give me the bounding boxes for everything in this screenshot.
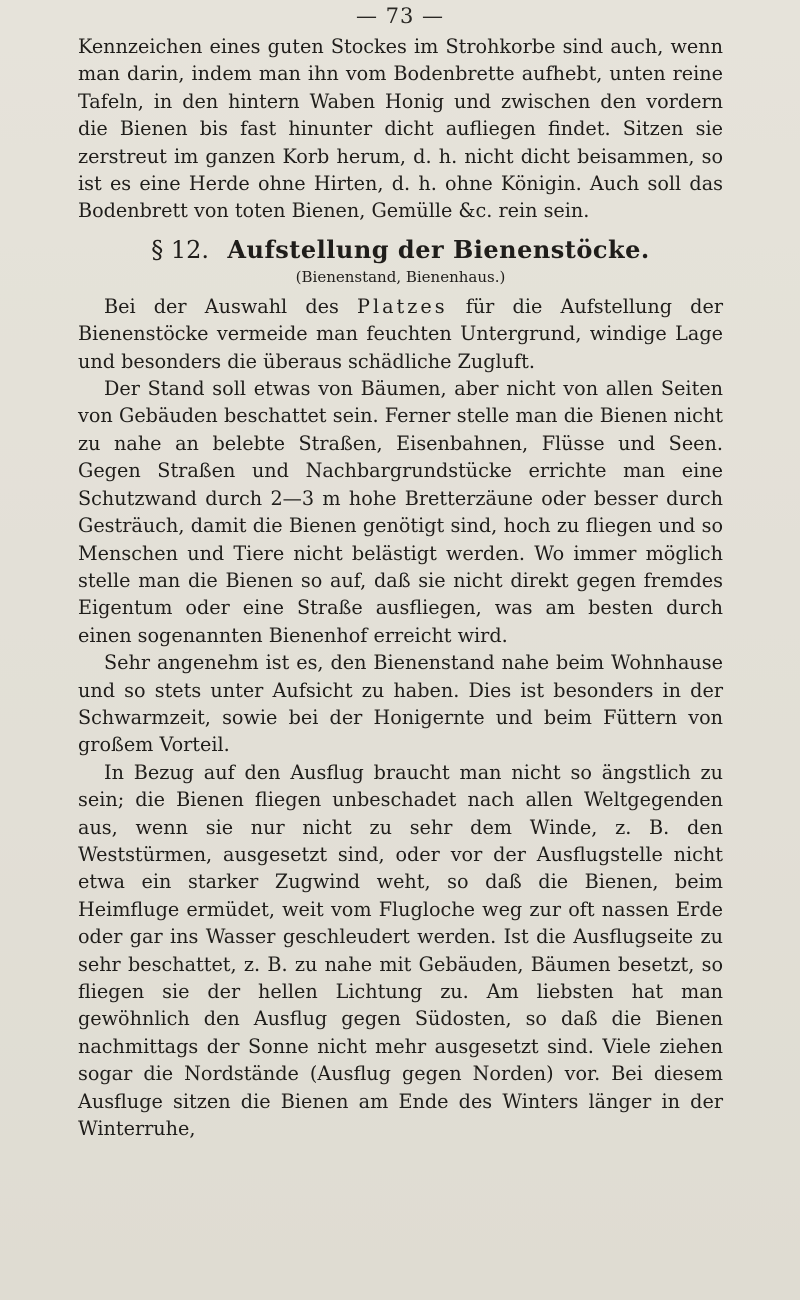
- page-number: — 73 —: [355, 4, 445, 28]
- section-subtitle: (Bienenstand, Bienenhaus.): [295, 267, 506, 286]
- paragraph-near-house: Sehr angenehm ist es, den Bienenstand nahe beim Wohnhause und so stets unter Aufsicht zu haben. Dies ist besonders in der Schwarmzeit, sowie bei der Honigernte und beim Füttern von großem Vorteil.: [78, 651, 723, 757]
- emphasis-platzes: Platzes: [357, 294, 448, 318]
- section-title: Aufstellung der Bienenstöcke.: [227, 234, 650, 264]
- section-number: § 12.: [151, 235, 210, 264]
- section-heading: [78, 235, 723, 265]
- intro-paragraph: Kennzeichen eines guten Stockes im Strohkorbe sind auch, wenn man darin, indem man ihn vom Bodenbrette aufhebt, unten reine Tafeln, in den hintern Waben Honig und zwischen den vordern die Bienen bis fast hinunter dicht aufliegen findet. Sitzen sie zerstreut im ganzen Korb herum, d. h. nicht dicht beisammen, so ist es eine Herde ohne Hirten, d. h. ohne Königin. Auch soll das Bodenbrett von toten Bienen, Gemülle &c. rein sein.: [78, 35, 723, 223]
- paragraph-location-end: für die Aufstellung der Bienenstöcke vermeide man feuchten Untergrund, windige Lage und besonders die überaus schädliche Zugluft.: [78, 294, 723, 373]
- paragraph-location-start: Bei der Auswahl des: [104, 294, 358, 318]
- paragraph-location: [78, 293, 723, 375]
- paragraph-shade: Der Stand soll etwas von Bäumen, aber nicht von allen Seiten von Gebäuden beschattet sein. Ferner stelle man die Bienen nicht zu nahe an belebte Straßen, Eisenbahnen, Flüsse und Seen. Gegen Straßen und Nachbargrundstücke errichte man eine Schutzwand durch 2—3 m hohe Bretterzäune oder besser durch Gesträuch, damit die Bienen genötigt sind, hoch zu fliegen und so Menschen und Tiere nicht belästigt werden. Wo immer möglich stelle man die Bienen so auf, daß sie nicht direkt gegen fremdes Eigentum oder eine Straße ausfliegen, was am besten durch einen sogenannten Bienenhof erreicht wird.: [78, 377, 723, 647]
- body-text: [78, 33, 723, 1142]
- paragraph-flight-direction: In Bezug auf den Ausflug braucht man nicht so ängstlich zu sein; die Bienen fliegen unbeschadet nach allen Weltgegenden aus, wenn sie nur nicht zu sehr dem Winde, z. B. den Weststürmen, ausgesetzt sind, oder vor der Ausflugstelle nicht etwa ein starker Zugwind weht, so daß die Bienen, beim Heimfluge ermüdet, weit vom Flugloche weg zur oft nassen Erde oder gar ins Wasser geschleudert werden. Ist die Ausflugseite zu sehr beschattet, z. B. zu nahe mit Gebäuden, Bäumen besetzt, so fliegen sie der hellen Lichtung zu. Am liebsten hat man gewöhnlich den Ausflug gegen Südosten, so daß die Bienen nachmittags der Sonne nicht mehr ausgesetzt sind. Viele ziehen sogar die Nordstände (Ausflug gegen Norden) vor. Bei diesem Ausfluge sitzen die Bienen am Ende des Winters länger in der Winterruhe,: [78, 760, 723, 1141]
